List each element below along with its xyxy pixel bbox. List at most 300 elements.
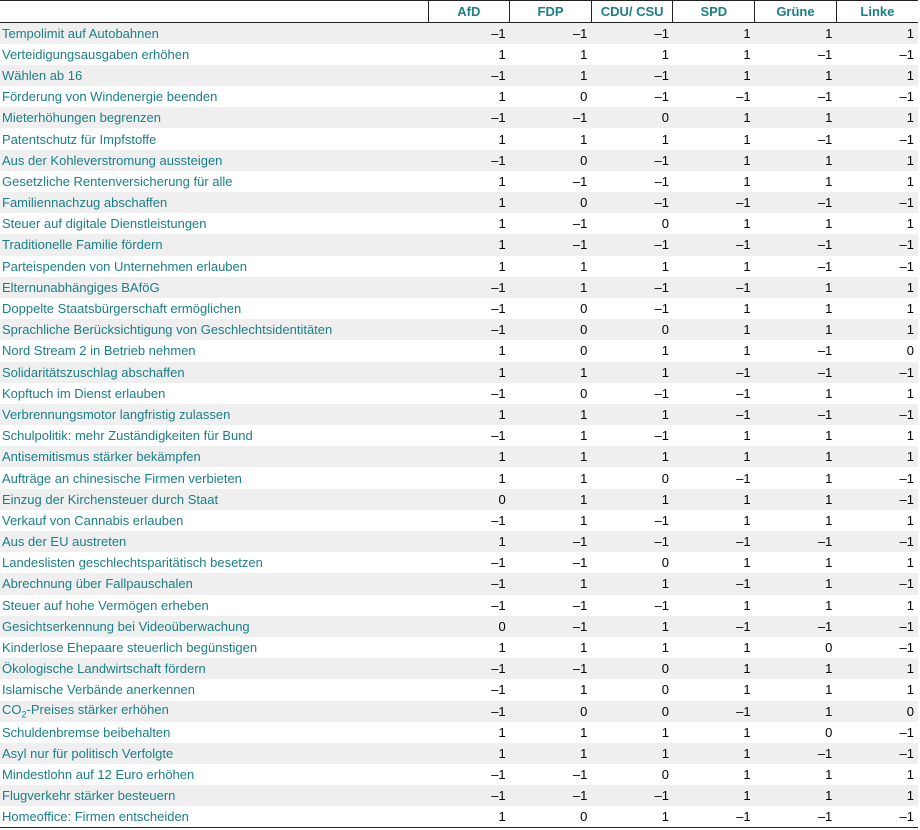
row-value: 1 <box>498 470 506 486</box>
row-topic: Landeslisten geschlechtsparitätisch besetzen <box>2 555 263 571</box>
table-row <box>0 785 918 806</box>
row-value: 0 <box>580 89 588 105</box>
table-row <box>0 256 918 277</box>
row-value: –1 <box>654 301 669 317</box>
row-value: –1 <box>572 237 588 253</box>
table-row <box>0 701 918 722</box>
row-value: –1 <box>817 343 833 359</box>
table-row <box>0 192 918 213</box>
row-value: –1 <box>755 806 837 827</box>
table-header <box>0 1 918 23</box>
row-value: –1 <box>572 555 588 571</box>
row-topic: Parteispenden von Unternehmen erlauben <box>2 258 248 274</box>
row-value: 0 <box>906 703 914 719</box>
row-value: –1 <box>817 258 833 274</box>
row-value: –1 <box>654 67 669 83</box>
row-value: –1 <box>899 640 914 656</box>
row-value: 1 <box>580 364 588 380</box>
row-value: 0 <box>661 661 669 677</box>
row-topic: Homeoffice: Firmen entscheiden <box>0 806 428 827</box>
row-value: 1 <box>906 428 914 444</box>
table-row <box>0 171 918 192</box>
row-value: –1 <box>817 89 833 105</box>
row-value: –1 <box>736 618 751 634</box>
row-topic: Wählen ab 16 <box>2 67 83 83</box>
table-row <box>0 573 918 594</box>
row-value: 1 <box>825 597 833 613</box>
row-topic: Mindestlohn auf 12 Euro erhöhen <box>2 767 195 783</box>
row-value: 1 <box>580 131 588 147</box>
row-value: 1 <box>906 110 914 126</box>
header-gruene: Grüne <box>755 1 837 23</box>
row-value: 1 <box>906 152 914 168</box>
row-topic: Antisemitismus stärker bekämpfen <box>2 449 201 465</box>
row-value: –1 <box>817 406 833 422</box>
row-value: –1 <box>654 173 669 189</box>
table-row <box>0 510 918 531</box>
row-value: 1 <box>906 597 914 613</box>
row-value: 1 <box>580 258 588 274</box>
row-value: –1 <box>736 364 751 380</box>
row-value: –1 <box>572 534 588 550</box>
table-row <box>0 489 918 510</box>
row-value: –1 <box>572 110 588 126</box>
row-value: 1 <box>743 682 751 698</box>
row-value: 1 <box>498 406 506 422</box>
row-value: –1 <box>491 385 506 401</box>
row-value: 1 <box>661 640 669 656</box>
row-value: 1 <box>580 745 588 761</box>
row-value: 0 <box>510 806 592 827</box>
table-row <box>0 340 918 361</box>
row-topic: Traditionelle Familie fördern <box>2 237 163 253</box>
row-value: –1 <box>491 682 506 698</box>
table-row <box>0 404 918 425</box>
table-row <box>0 467 918 488</box>
row-value: 1 <box>906 173 914 189</box>
row-value: 1 <box>743 216 751 232</box>
table-row <box>0 595 918 616</box>
row-topic-part: -Preises stärker erhöhen <box>26 702 169 718</box>
row-value: 1 <box>906 555 914 571</box>
row-value: 1 <box>498 173 506 189</box>
row-value: 1 <box>661 618 669 634</box>
row-value: 1 <box>825 301 833 317</box>
row-value: –1 <box>491 67 506 83</box>
row-value: 0 <box>661 767 669 783</box>
row-value: –1 <box>899 364 914 380</box>
row-value: –1 <box>736 576 751 592</box>
row-value: –1 <box>491 512 506 528</box>
row-value: 1 <box>498 237 506 253</box>
table-row <box>0 150 918 171</box>
row-value: –1 <box>491 152 506 168</box>
row-value: 1 <box>825 173 833 189</box>
row-value: –1 <box>654 195 669 211</box>
table-body <box>0 23 918 828</box>
row-value: 1 <box>580 724 588 740</box>
row-value: 1 <box>661 131 669 147</box>
row-value: –1 <box>899 89 914 105</box>
row-value: 1 <box>743 25 751 41</box>
row-value: –1 <box>736 237 751 253</box>
row-value: 0 <box>580 385 588 401</box>
row-value: 0 <box>661 703 669 719</box>
row-value: 1 <box>743 131 751 147</box>
row-value: 1 <box>906 385 914 401</box>
row-value: 1 <box>825 428 833 444</box>
row-value: 1 <box>906 788 914 804</box>
row-value: –1 <box>899 195 914 211</box>
row-value: –1 <box>654 512 669 528</box>
row-value: 1 <box>825 322 833 338</box>
table-row <box>0 658 918 679</box>
table-row <box>0 679 918 700</box>
row-value: 1 <box>498 745 506 761</box>
row-topic: Verkauf von Cannabis erlauben <box>2 512 184 528</box>
row-value: 1 <box>825 661 833 677</box>
row-value: –1 <box>654 25 669 41</box>
row-value: 0 <box>906 343 914 359</box>
row-value: –1 <box>572 25 588 41</box>
row-value: 1 <box>580 406 588 422</box>
row-value: –1 <box>817 46 833 62</box>
row-value: –1 <box>654 597 669 613</box>
row-value: 1 <box>906 279 914 295</box>
table-row <box>0 383 918 404</box>
row-value: –1 <box>736 534 751 550</box>
row-value: 1 <box>825 216 833 232</box>
row-value: 1 <box>743 788 751 804</box>
row-value: –1 <box>736 279 751 295</box>
row-value: –1 <box>572 216 588 232</box>
row-value: 1 <box>743 67 751 83</box>
row-topic: Verteidigungsausgaben erhöhen <box>2 46 190 62</box>
row-value: –1 <box>491 555 506 571</box>
row-value: 1 <box>580 491 588 507</box>
row-value: –1 <box>491 322 506 338</box>
row-value: 1 <box>661 364 669 380</box>
row-value: 1 <box>580 470 588 486</box>
table-row <box>0 616 918 637</box>
header-row <box>0 1 918 23</box>
row-value: 1 <box>906 67 914 83</box>
row-value: –1 <box>491 279 506 295</box>
table-row <box>0 86 918 107</box>
row-value: –1 <box>736 195 751 211</box>
row-value: 1 <box>498 724 506 740</box>
row-value: 1 <box>906 767 914 783</box>
row-value: 1 <box>498 534 506 550</box>
row-value: –1 <box>654 89 669 105</box>
row-value: 1 <box>825 682 833 698</box>
row-value: 1 <box>825 576 833 592</box>
header-spd: SPD <box>673 1 755 23</box>
row-value: 1 <box>743 724 751 740</box>
row-value: 1 <box>743 173 751 189</box>
row-topic: Steuer auf hohe Vermögen erheben <box>2 597 209 613</box>
row-value: –1 <box>899 258 914 274</box>
row-value: 1 <box>743 640 751 656</box>
row-value: 1 <box>825 703 833 719</box>
row-value: –1 <box>836 806 918 827</box>
table-row <box>0 23 918 44</box>
row-value: 0 <box>661 216 669 232</box>
row-value: 1 <box>661 343 669 359</box>
table-row <box>0 319 918 340</box>
row-value: –1 <box>491 597 506 613</box>
row-value: –1 <box>491 576 506 592</box>
table-row <box>0 637 918 658</box>
row-value: –1 <box>654 534 669 550</box>
row-value: –1 <box>572 767 588 783</box>
table-row <box>0 552 918 573</box>
table-row <box>0 234 918 255</box>
row-value: 1 <box>906 661 914 677</box>
row-value: 1 <box>743 661 751 677</box>
row-value: 1 <box>906 216 914 232</box>
row-value: –1 <box>899 745 914 761</box>
row-value: 1 <box>825 110 833 126</box>
row-value: 1 <box>743 491 751 507</box>
row-value: 0 <box>825 640 833 656</box>
table-row <box>0 107 918 128</box>
row-value: –1 <box>572 661 588 677</box>
row-value: 0 <box>661 682 669 698</box>
row-value: 1 <box>825 788 833 804</box>
table-row <box>0 362 918 383</box>
row-value: 1 <box>661 491 669 507</box>
row-value: 1 <box>580 682 588 698</box>
row-topic: Aus der EU austreten <box>2 534 127 550</box>
row-value: 1 <box>743 258 751 274</box>
row-value: 1 <box>661 258 669 274</box>
row-value: 1 <box>498 46 506 62</box>
row-value: 1 <box>580 640 588 656</box>
table-row <box>0 764 918 785</box>
row-value: 1 <box>498 364 506 380</box>
row-value: 1 <box>906 301 914 317</box>
row-value: –1 <box>736 470 751 486</box>
row-topic: Familiennachzug abschaffen <box>2 195 168 211</box>
row-value: –1 <box>654 279 669 295</box>
row-topic: Förderung von Windenergie beenden <box>2 89 218 105</box>
row-value: 1 <box>743 152 751 168</box>
row-value: –1 <box>491 767 506 783</box>
row-topic: Kopftuch im Dienst erlauben <box>2 385 166 401</box>
row-value: 1 <box>825 67 833 83</box>
row-value: 1 <box>825 385 833 401</box>
row-value: –1 <box>899 46 914 62</box>
row-value: 1 <box>580 67 588 83</box>
row-topic: Verbrennungsmotor langfristig zulassen <box>2 406 231 422</box>
row-value: 1 <box>743 512 751 528</box>
row-value: –1 <box>654 385 669 401</box>
table-row <box>0 65 918 86</box>
row-topic: Ökologische Landwirtschaft fördern <box>2 661 206 677</box>
row-value: 1 <box>743 110 751 126</box>
row-value: 1 <box>661 449 669 465</box>
row-value: –1 <box>817 534 833 550</box>
row-value: –1 <box>736 703 751 719</box>
row-value: –1 <box>899 470 914 486</box>
header-cdu-csu: CDU/ CSU <box>591 1 673 23</box>
row-topic: Kinderlose Ehepaare steuerlich begünstigen <box>2 640 258 656</box>
row-topic-subscript: 2 <box>21 709 27 720</box>
row-value: 0 <box>580 152 588 168</box>
row-value: 1 <box>825 512 833 528</box>
row-value: –1 <box>817 195 833 211</box>
row-topic: Schuldenbremse beibehalten <box>2 724 171 740</box>
row-value: 1 <box>743 767 751 783</box>
row-value: 0 <box>580 703 588 719</box>
row-value: –1 <box>491 25 506 41</box>
row-value: –1 <box>572 788 588 804</box>
row-value: –1 <box>817 618 833 634</box>
row-topic: Patentschutz für Impfstoffe <box>2 131 157 147</box>
table-row <box>0 446 918 467</box>
row-value: 1 <box>743 745 751 761</box>
row-topic: Solidaritätszuschlag abschaffen <box>2 364 185 380</box>
row-value: –1 <box>572 618 588 634</box>
row-value: 1 <box>498 131 506 147</box>
row-value: 1 <box>661 46 669 62</box>
row-value: 1 <box>743 46 751 62</box>
row-value: 1 <box>498 195 506 211</box>
row-topic: Gesetzliche Rentenversicherung für alle <box>2 173 233 189</box>
row-value: 0 <box>580 301 588 317</box>
row-value: 1 <box>743 428 751 444</box>
row-value: 1 <box>825 25 833 41</box>
row-value: –1 <box>491 110 506 126</box>
row-topic: Asyl nur für politisch Verfolgte <box>2 745 174 761</box>
row-topic: Sprachliche Berücksichtigung von Geschlechtsidentitäten <box>2 322 333 338</box>
row-value: 1 <box>825 470 833 486</box>
row-value: 0 <box>661 470 669 486</box>
row-value: 1 <box>906 449 914 465</box>
row-value: 1 <box>661 576 669 592</box>
row-topic: Doppelte Staatsbürgerschaft ermöglichen <box>2 301 242 317</box>
row-value: 1 <box>825 152 833 168</box>
row-value: 0 <box>580 343 588 359</box>
row-value: 0 <box>825 724 833 740</box>
row-value: 1 <box>825 279 833 295</box>
row-topic: Aus der Kohleverstromung aussteigen <box>2 152 223 168</box>
header-topic <box>0 1 428 23</box>
row-topic: Schulpolitik: mehr Zuständigkeiten für Bund <box>2 428 253 444</box>
row-value: –1 <box>899 237 914 253</box>
row-topic: Steuer auf digitale Dienstleistungen <box>2 216 207 232</box>
row-value: 1 <box>498 449 506 465</box>
header-fdp: FDP <box>510 1 592 23</box>
table-row <box>0 806 918 827</box>
row-value: –1 <box>491 301 506 317</box>
row-value: 1 <box>743 449 751 465</box>
row-value: –1 <box>817 131 833 147</box>
row-value: –1 <box>673 806 755 827</box>
row-value: –1 <box>899 406 914 422</box>
row-value: 1 <box>498 640 506 656</box>
row-topic: Einzug der Kirchensteuer durch Staat <box>2 491 219 507</box>
row-topic: Elternunabhängiges BAföG <box>2 279 160 295</box>
row-value: –1 <box>899 131 914 147</box>
row-value: 1 <box>906 512 914 528</box>
row-value: –1 <box>736 406 751 422</box>
row-topic: Islamische Verbände anerkennen <box>2 682 195 698</box>
row-value: –1 <box>491 428 506 444</box>
row-value: 1 <box>825 449 833 465</box>
row-value: –1 <box>817 745 833 761</box>
row-value: 1 <box>661 724 669 740</box>
row-value: 0 <box>580 322 588 338</box>
row-value: 0 <box>580 195 588 211</box>
table-row <box>0 213 918 234</box>
row-value: 1 <box>580 428 588 444</box>
row-value: 0 <box>661 322 669 338</box>
row-value: 1 <box>580 279 588 295</box>
table-row <box>0 531 918 552</box>
row-topic: Aufträge an chinesische Firmen verbieten <box>2 470 242 486</box>
row-value: –1 <box>899 576 914 592</box>
row-value: –1 <box>899 534 914 550</box>
row-value: –1 <box>491 788 506 804</box>
row-value: 1 <box>825 491 833 507</box>
row-value: –1 <box>899 491 914 507</box>
row-value: –1 <box>817 364 833 380</box>
row-value: –1 <box>899 724 914 740</box>
row-value: 1 <box>906 25 914 41</box>
row-value: 1 <box>580 46 588 62</box>
row-value: 1 <box>498 216 506 232</box>
row-value: –1 <box>654 428 669 444</box>
row-value: 0 <box>661 110 669 126</box>
row-value: 1 <box>498 343 506 359</box>
row-value: –1 <box>572 173 588 189</box>
row-value: 1 <box>498 258 506 274</box>
row-topic: Abrechnung über Fallpauschalen <box>2 576 193 592</box>
row-value: 1 <box>580 576 588 592</box>
header-linke: Linke <box>836 1 918 23</box>
table-row <box>0 277 918 298</box>
row-value: 1 <box>825 555 833 571</box>
row-value: 0 <box>498 618 506 634</box>
row-value: –1 <box>817 237 833 253</box>
row-value: –1 <box>736 385 751 401</box>
row-value: 1 <box>661 745 669 761</box>
table-row <box>0 128 918 149</box>
row-value: 1 <box>825 767 833 783</box>
row-value: –1 <box>491 661 506 677</box>
row-value: 1 <box>743 322 751 338</box>
row-value: –1 <box>654 237 669 253</box>
row-value: –1 <box>491 703 506 719</box>
row-topic: Mieterhöhungen begrenzen <box>2 110 162 126</box>
row-value: 1 <box>743 301 751 317</box>
row-topic: Nord Stream 2 in Betrieb nehmen <box>2 343 196 359</box>
row-value: –1 <box>736 89 751 105</box>
row-value: 1 <box>580 512 588 528</box>
row-value: 1 <box>661 406 669 422</box>
row-topic: Flugverkehr stärker besteuern <box>2 788 176 804</box>
row-value: 1 <box>906 682 914 698</box>
row-value: 0 <box>661 555 669 571</box>
row-topic <box>0 701 428 722</box>
table-row <box>0 425 918 446</box>
row-value: 1 <box>591 806 673 827</box>
table-row <box>0 743 918 764</box>
row-value: 1 <box>743 597 751 613</box>
row-value: –1 <box>654 152 669 168</box>
